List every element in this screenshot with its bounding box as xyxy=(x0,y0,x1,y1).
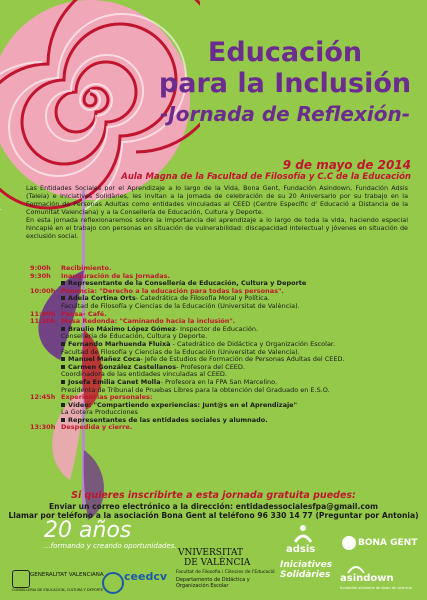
bullet-icon xyxy=(61,365,65,369)
schedule-time xyxy=(30,295,61,310)
asindown-name: asindown xyxy=(340,573,394,584)
schedule xyxy=(30,265,410,432)
schedule-time: 9:00h xyxy=(30,264,51,272)
schedule-text xyxy=(61,364,410,379)
adsis-logo-icon xyxy=(292,522,314,544)
schedule-row xyxy=(30,379,410,394)
schedule-title: Recibimiento. xyxy=(61,264,112,272)
schedule-row xyxy=(30,295,410,310)
schedule-time xyxy=(30,356,61,364)
schedule-detail-line: Facultad de Filosofía y Ciencias de la Educación (Universitat de València). xyxy=(61,301,300,310)
bullet-icon xyxy=(61,380,65,384)
schedule-title: Experiencias personales: xyxy=(61,393,153,402)
gva-name: GENERALITAT VALENCIANA xyxy=(30,572,104,578)
footer-logos xyxy=(0,518,427,600)
ceedcv-logo-icon xyxy=(102,572,124,594)
schedule-bullet-text: Representantes de las entidades sociales y alumnado. xyxy=(68,415,268,424)
schedule-text xyxy=(61,295,410,310)
schedule-detail-line: La Gotera Producciones xyxy=(61,408,138,417)
schedule-title: Pausa- Café. xyxy=(61,309,107,318)
schedule-bullet-text: Josefa Emilia Canet Molla xyxy=(68,377,161,386)
asindown-logo-icon xyxy=(346,560,366,574)
event-date: 9 de mayo de 2014 xyxy=(282,158,411,172)
schedule-text xyxy=(61,424,410,432)
bullet-icon xyxy=(61,357,65,361)
schedule-time xyxy=(30,379,61,394)
schedule-text xyxy=(61,341,410,356)
schedule-time: 11:20h xyxy=(30,317,56,326)
bullet-icon xyxy=(61,403,65,407)
schedule-time: 13:30h xyxy=(30,423,56,432)
event-venue: Aula Magna de la Facultad de Filosofía y C.C de la Educación xyxy=(121,172,411,182)
schedule-bullet-text: Carmen González Castellanos xyxy=(68,362,177,371)
uv-line-3: Facultat de Filosofia i Ciències de l'Educació xyxy=(176,570,275,575)
bullet-icon xyxy=(61,281,65,285)
schedule-bullet-detail: - Profesora en la FPA San Marcelino. xyxy=(160,377,278,386)
schedule-row xyxy=(30,341,410,356)
bonagent-logo-icon xyxy=(342,536,356,550)
schedule-time xyxy=(30,364,61,379)
schedule-title: Mesa Redonda: "Caminando hacia la inclusión". xyxy=(61,317,236,326)
schedule-time: 10:00h xyxy=(30,286,56,295)
schedule-text xyxy=(61,326,410,341)
schedule-row xyxy=(30,402,410,417)
uv-line-2: DE VALÈNCIA xyxy=(184,558,251,568)
uv-line-4: Departamento de Didáctica y Organización Escolar xyxy=(176,577,250,589)
schedule-time xyxy=(30,326,61,341)
schedule-title: Inauguración de las Jornadas. xyxy=(61,271,170,280)
schedule-bullet-detail: - Catedrática de Filosofía Moral y Política. xyxy=(135,294,270,303)
intro-paragraph-2: En esta jornada reflexionaremos sobre la importancia del aprendizaje a lo largo de toda la vida, haciendo especial hincapié en el trabajo con personas en situación de vulnerabilidad: discapacidad intelectual y jóvenes en situación de exclusión social. xyxy=(26,216,408,240)
uv-line-1: VNIVERSITAT xyxy=(178,548,244,558)
schedule-text xyxy=(61,379,410,394)
bullet-icon xyxy=(61,296,65,300)
schedule-bullet-detail: - Inspector de Educación. xyxy=(175,324,259,333)
schedule-time: 12:45h xyxy=(30,393,56,402)
intro-paragraph-1: Las Entidades Sociales por el Aprendizaje a lo largo de la Vida, Bona Gent, Fundación Asindown, Fundación Adsis (Taleia) e Iniciatives Solidàries, les invitan a la jornada de celebración de su 20 Aniversario por su trabajo en la Formación de Personas Adultas como entidades vinculadas al CEED (Centre Específic d' Educació a Distancia de la Comunitat Valenciana) y a la Consellería de Educación, Cultura y Deporte. xyxy=(26,184,408,216)
bullet-icon xyxy=(61,418,65,422)
anniversary-tagline: ...formando y creando oportunidades. xyxy=(44,542,177,550)
schedule-bullet-detail: - Profesora del CEED. xyxy=(176,362,245,371)
schedule-detail-line: Conselleria de Educación, Cultura y Deporte. xyxy=(61,332,208,341)
schedule-time xyxy=(30,402,61,417)
title-line-1: Educación xyxy=(207,37,363,68)
title-line-3: -Jornada de Reflexión- xyxy=(159,102,410,126)
email-line: Enviar un correo electrónico a la dirección: entidadessocialesfpa@gmail.com xyxy=(48,502,379,511)
bullet-icon xyxy=(61,342,65,346)
schedule-row xyxy=(30,424,410,432)
bullet-icon xyxy=(61,327,65,331)
schedule-detail-line: Presidenta de Tribunal de Pruebas Libres para la obtención del Graduado en E.S.O. xyxy=(61,385,330,394)
schedule-time xyxy=(30,341,61,356)
schedule-row xyxy=(30,326,410,341)
iniciatives-name: Iniciatives Solidàries xyxy=(280,560,333,580)
poster-title xyxy=(150,38,420,128)
schedule-text xyxy=(61,402,410,417)
schedule-bullet-text: Braulio Máximo López Gómez xyxy=(68,324,176,333)
schedule-bullet-text: Manuel Mañez Coca xyxy=(68,355,141,364)
schedule-row xyxy=(30,364,410,379)
intro-text xyxy=(26,184,408,240)
title-line-2: para la Inclusión xyxy=(158,68,412,99)
asindown-subtitle: fundación síndrome de down de valencia xyxy=(340,586,412,590)
schedule-bullet-text: Representante de la Consellería de Educación, Cultura y Deporte xyxy=(68,279,307,288)
schedule-detail-line: Coordinadora de las entidades vinculadas al CEED. xyxy=(61,370,227,379)
schedule-bullet-detail: - Jefe de Estudios de Formación de Personas Adultas del CEED. xyxy=(140,355,345,364)
schedule-time: 11:00h xyxy=(30,309,56,318)
schedule-detail-line: Facultad de Filosofía y Ciencias de la Educación (Universitat de Valencia). xyxy=(61,347,300,356)
schedule-title: Despedida y cierre. xyxy=(61,423,133,432)
anniversary-title: 20 años xyxy=(44,518,132,543)
schedule-bullet-text: Vídeo: "Compartiendo experiencias: Junt@s en el Aprendizaje" xyxy=(68,400,297,409)
schedule-bullet-text: Fernando Marhuenda Fluixà xyxy=(68,339,171,348)
schedule-bullet-detail: - Catedrático de Didáctica y Organización Escolar. xyxy=(170,339,336,348)
bonagent-name: BONA GENT xyxy=(358,538,418,548)
gva-logo-icon xyxy=(12,570,30,588)
gva-subtitle: CONSELLERIA DE EDUCACIÓN, CULTURA Y DEPORTE xyxy=(12,588,104,592)
phone-line: Llamar por teléfono a la asociación Bona Gent al teléfono 96 330 14 77 (Preguntar por Antonia) xyxy=(8,511,419,520)
schedule-time: 9:30h xyxy=(30,271,51,280)
adsis-name: adsis xyxy=(286,544,316,555)
ceedcv-name: ceedcv xyxy=(124,570,168,583)
schedule-title: Ponencia: "Derecho a la educación para todas las personas". xyxy=(61,286,284,295)
signup-call-to-action: Si quieres inscribirte a esta jornada gratuita puedes: xyxy=(71,490,356,501)
schedule-bullet-text: Adela Cortina Orts xyxy=(68,294,136,303)
